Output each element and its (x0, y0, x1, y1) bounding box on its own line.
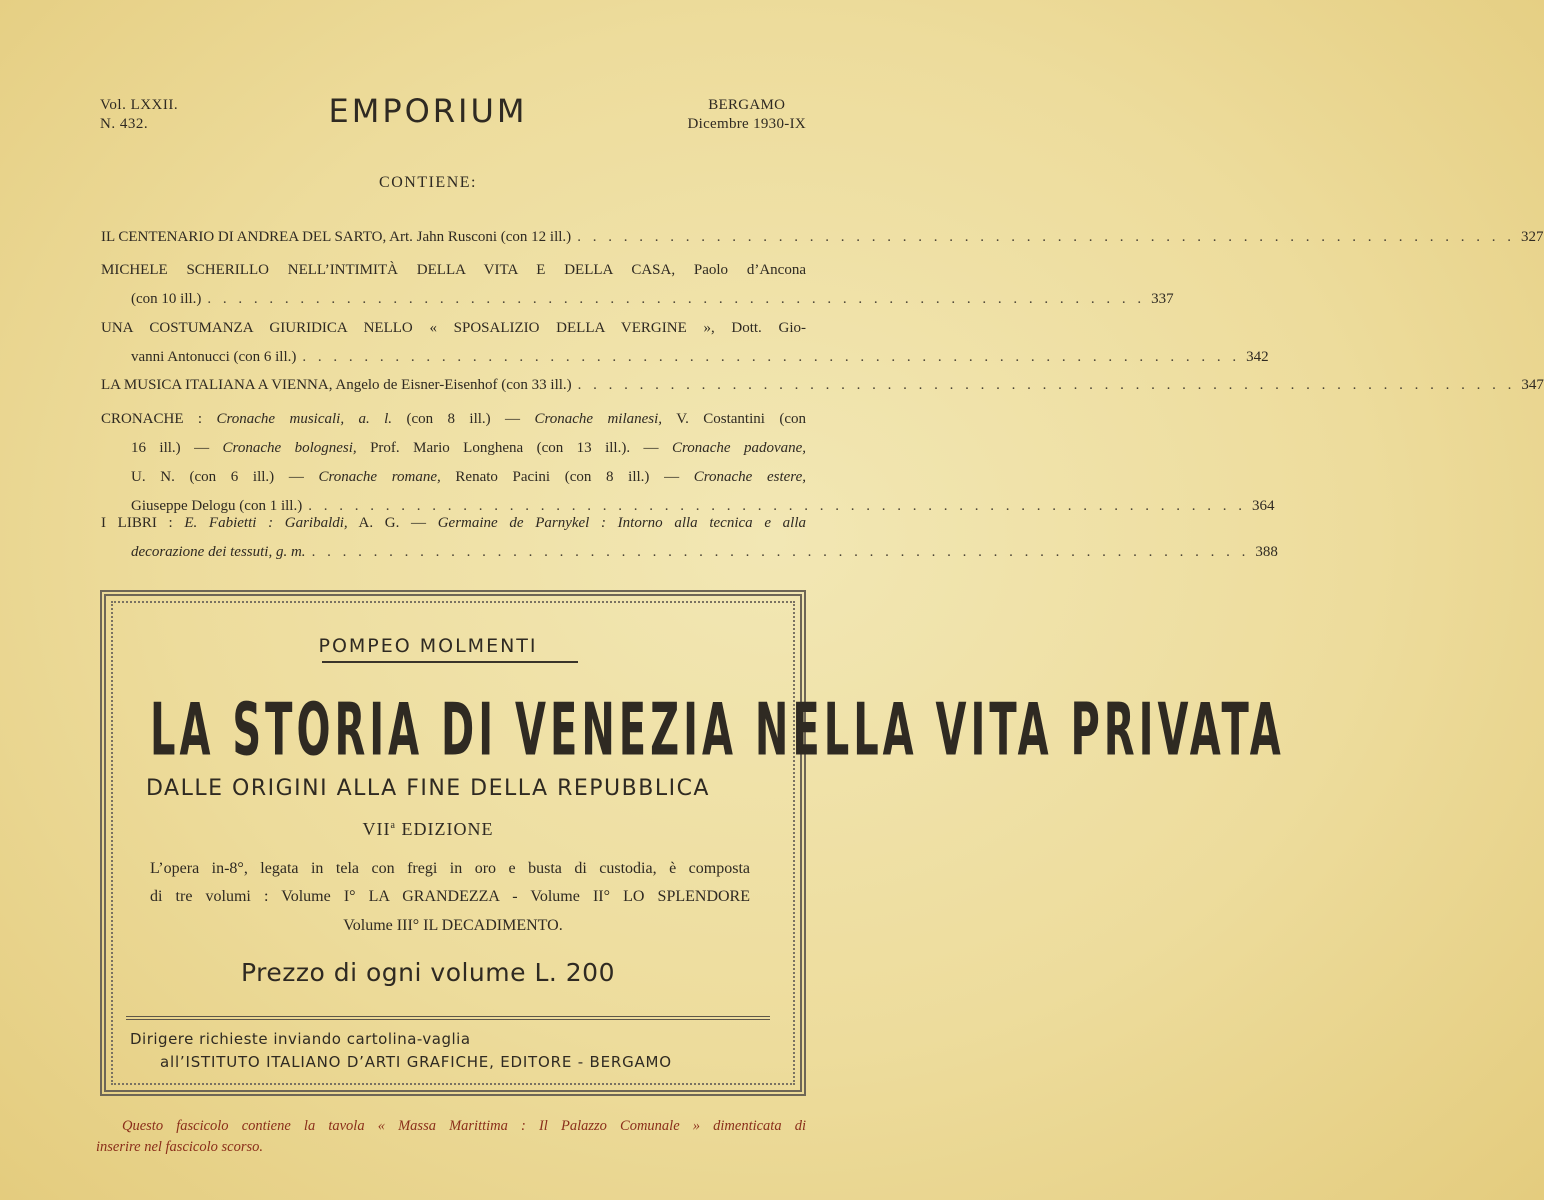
edition-sup: a (390, 820, 396, 831)
edition-number: VII (362, 819, 391, 839)
section-name: E. Fabietti : Garibaldi, (184, 515, 348, 531)
toc-line (101, 509, 806, 538)
section-name: Cronache bolognesi, (222, 440, 357, 456)
toc-leader (306, 538, 1256, 567)
magazine-title: EMPORIUM (328, 92, 528, 130)
toc-title-cont: Giuseppe Delogu (con 1 ill.) (131, 498, 303, 514)
publication-info (687, 96, 806, 134)
toc-page: 337 (1151, 291, 1174, 307)
ad-divider (126, 1019, 770, 1020)
section-info: V. Costantini (con (676, 411, 806, 427)
toc-line (131, 463, 806, 492)
toc-title: MICHELE SCHERILLO NELL’INTIMITÀ DELLA VITA E DELLA CASA, Paolo d’Ancona (101, 262, 806, 278)
toc-title: UNA COSTUMANZA GIURIDICA NELLO « SPOSALIZIO DELLA VERGINE », Dott. Gio- (101, 320, 806, 336)
ad-book-title: LA STORIA DI VENEZIA NELLA VITA PRIVATA (150, 689, 1285, 773)
toc-page: 388 (1255, 544, 1278, 560)
toc-entry-4 (101, 371, 1544, 400)
section-name: Cronache padovane, (671, 440, 807, 456)
section-info: Renato Pacini (con 8 ill.) — (455, 469, 680, 485)
issue-number: N. 432. (100, 116, 149, 132)
note-line-2: inserire nel fascicolo scorso. (96, 1139, 263, 1155)
city: BERGAMO (708, 97, 786, 113)
toc-page: 347 (1521, 377, 1544, 393)
section-info: 16 ill.) — (131, 440, 210, 456)
ad-author: POMPEO MOLMENTI (318, 635, 538, 657)
toc-line (131, 434, 806, 463)
ad-publisher: all’ISTITUTO ITALIANO D’ARTI GRAFICHE, EDITORE - BERGAMO (160, 1053, 672, 1071)
ad-description-line-1: L’opera in-8°, legata in tela con fregi in oro e busta di custodia, è composta (150, 860, 750, 877)
toc-title-cont: vanni Antonucci (con 6 ill.) (131, 349, 297, 365)
section-label: CRONACHE : (101, 411, 203, 427)
ad-description-line-2: di tre volumi : Volume I° LA GRANDEZZA - Volume II° LO SPLENDORE (150, 888, 750, 905)
toc-entry-libri (101, 509, 1278, 567)
issue-date: Dicembre 1930-IX (687, 116, 806, 132)
edition-word: EDIZIONE (401, 819, 494, 839)
toc-entry-3 (101, 314, 1269, 372)
ad-subtitle: DALLE ORIGINI ALLA FINE DELLA REPUBBLICA (146, 776, 710, 801)
section-info: A. G. — (358, 515, 427, 531)
section-info: Prof. Mario Longhena (con 13 ill.). — (370, 440, 659, 456)
toc-entry-cronache (101, 405, 1275, 521)
section-name: Cronache estere, (693, 469, 806, 485)
contents-heading: CONTIENE: (379, 174, 477, 191)
errata-note (96, 1116, 806, 1158)
toc-entry-1 (101, 223, 1544, 252)
note-line-1: Questo fascicolo contiene la tavola « Massa Marittima : Il Palazzo Comunale » dimenticata di (122, 1118, 806, 1134)
toc-leader (296, 343, 1246, 372)
ad-edition (0, 819, 856, 840)
toc-page: 327 (1520, 229, 1544, 245)
ad-description-line-3: Volume III° IL DECADIMENTO. (343, 917, 563, 934)
toc-entry-2 (101, 256, 1174, 314)
ad-order-instructions: Dirigere richieste inviando cartolina-vaglia (130, 1030, 471, 1048)
toc-title: IL CENTENARIO DI ANDREA DEL SARTO, Art. Jahn Rusconi (con 12 ill.) (101, 229, 572, 245)
section-name: Germaine de Parnykel : Intorno alla tecnica e alla (437, 515, 806, 531)
toc-page: 342 (1246, 349, 1269, 365)
section-name: Cronache milanesi, (534, 411, 663, 427)
section-name: Cronache musicali, a. l. (216, 411, 393, 427)
toc-leader (201, 285, 1151, 314)
toc-title-cont: decorazione dei tessuti, g. m. (131, 544, 306, 560)
toc-title-cont: (con 10 ill.) (131, 291, 202, 307)
ad-price: Prezzo di ogni volume L. 200 (241, 958, 615, 987)
ad-divider (126, 1016, 770, 1017)
section-info: U. N. (con 6 ill.) — (131, 469, 304, 485)
toc-leader (572, 371, 1522, 400)
toc-title: LA MUSICA ITALIANA A VIENNA, Angelo de Eisner-Eisenhof (con 33 ill.) (101, 377, 572, 393)
section-label: I LIBRI : (101, 515, 173, 531)
volume-label: Vol. LXXII. (100, 97, 179, 113)
toc-leader (571, 223, 1521, 252)
section-info: (con 8 ill.) — (406, 411, 521, 427)
toc-line (101, 405, 806, 434)
toc-page: 364 (1251, 498, 1275, 514)
section-name: Cronache romane, (318, 469, 441, 485)
